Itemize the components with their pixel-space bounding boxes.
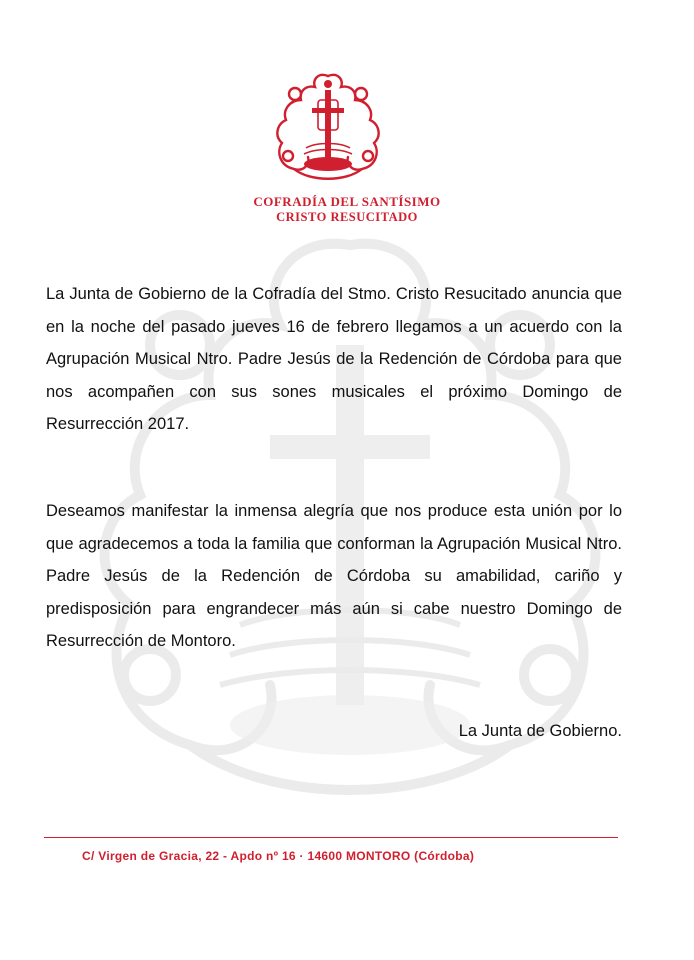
announcement-paragraph-2: Deseamos manifestar la inmensa alegría que nos produce esta unión por lo que agradecemos a toda la familia que conforman la Agrupación Musical Ntro. Padre Jesús de la Redención de Córdoba su amabilidad, cariño y predisposición para engrandecer más aún si cabe nuestro Domingo de Resurrección de Montoro.	[46, 502, 622, 651]
announcement-paragraph-1: La Junta de Gobierno de la Cofradía del Stmo. Cristo Resucitado anuncia que en la noche del pasado jueves 16 de febrero llegamos a un acuerdo con la Agrupación Musical Ntro. Padre Jesús de la Redención de Córdoba para que nos acompañen con sus sones musicales el próximo Domingo de Resurrección 2017.	[46, 285, 622, 434]
footer-divider	[44, 837, 618, 838]
footer-address: C/ Virgen de Gracia, 22 - Apdo nº 16 · 14600 MONTORO (Córdoba)	[82, 849, 475, 863]
brotherhood-crest-icon	[268, 70, 388, 188]
signature: La Junta de Gobierno.	[458, 722, 622, 740]
org-name-line2: CRISTO RESUCITADO	[276, 210, 418, 224]
org-name-line1: COFRADÍA DEL SANTÍSIMO	[253, 194, 441, 209]
